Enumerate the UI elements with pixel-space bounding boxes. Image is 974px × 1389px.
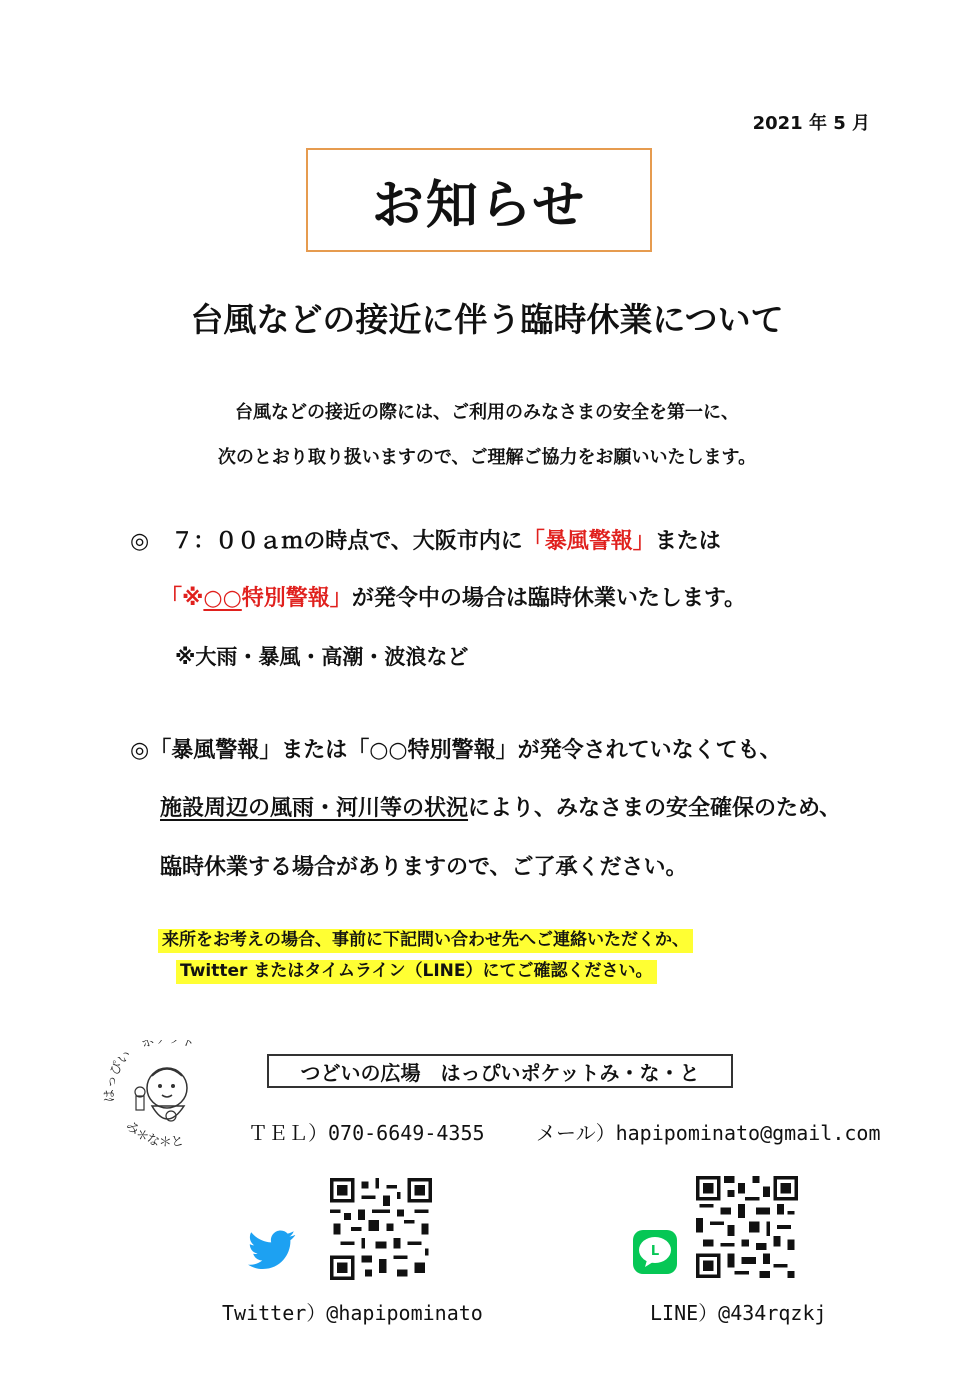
section1-note: ※大雨・暴風・高潮・波浪など <box>175 645 469 669</box>
section1-text: または <box>654 529 721 554</box>
line-qr-code[interactable] <box>696 1176 798 1282</box>
section1-line-1 <box>130 524 721 555</box>
organization-name: つどいの広場 はっぴいポケットみ・な・と <box>267 1054 733 1088</box>
highlight-notice <box>158 925 693 981</box>
notice-date: 2021 年 5 月 <box>752 113 870 134</box>
section2-line-1: ◎「暴風警報」または「○○特別警報」が発令されていなくても、 <box>130 738 782 763</box>
svg-text:はっぴい ポケット: はっぴい ポ ト <box>102 1040 197 1103</box>
storm-warning-label: 「暴風警報」 <box>522 529 655 554</box>
page-title: お知らせ <box>306 148 652 252</box>
section1-line-2 <box>160 581 746 612</box>
svg-text:み＊な＊と: み＊な＊と <box>122 1118 186 1151</box>
email-address[interactable]: メール）hapipominato@gmail.com <box>536 1121 881 1145</box>
twitter-bird-icon[interactable] <box>248 1230 296 1274</box>
subtitle: 台風などの接近に伴う臨時休業について <box>190 300 784 339</box>
special-warning-label: 「※○○特別警報」 <box>160 586 352 611</box>
facility-conditions: 施設周辺の風雨・河川等の状況 <box>160 796 469 821</box>
line-app-icon[interactable] <box>633 1230 677 1278</box>
line-handle[interactable]: LINE）@434rqzkj <box>650 1301 827 1325</box>
intro-line-2: 次のとおり取り扱いますので、ご理解ご協力をお願いいたします。 <box>217 447 757 468</box>
logo-mascot-icon <box>100 1040 230 1160</box>
qr-code-icon <box>330 1178 432 1280</box>
section2-line-2: 施設周辺の風雨・河川等の状況により、みなさまの安全確保のため、 <box>160 796 842 821</box>
phone-number[interactable]: ＴＥＬ）070-6649-4355 <box>248 1121 485 1145</box>
twitter-handle[interactable]: Twitter）@hapipominato <box>222 1301 483 1325</box>
section1-text: が発令中の場合は臨時休業いたします。 <box>351 586 747 611</box>
qr-code-icon <box>696 1176 798 1278</box>
section2-line-3: 臨時休業する場合がありますので、ご了承ください。 <box>160 855 688 880</box>
section1-text: ◎ ７：００ａｍの時点で、大阪市内に <box>130 529 523 554</box>
highlight-line-2: Twitter またはタイムライン（LINE）にてご確認ください。 <box>176 960 657 984</box>
highlight-line-1: 来所をお考えの場合、事前に下記問い合わせ先へご連絡いただくか、 <box>158 929 693 953</box>
twitter-qr-code[interactable] <box>330 1178 432 1284</box>
svg-text:L: L <box>650 1244 660 1259</box>
intro-line-1: 台風などの接近の際には、ご利用のみなさまの安全を第一に、 <box>235 402 739 423</box>
logo <box>100 1040 230 1160</box>
